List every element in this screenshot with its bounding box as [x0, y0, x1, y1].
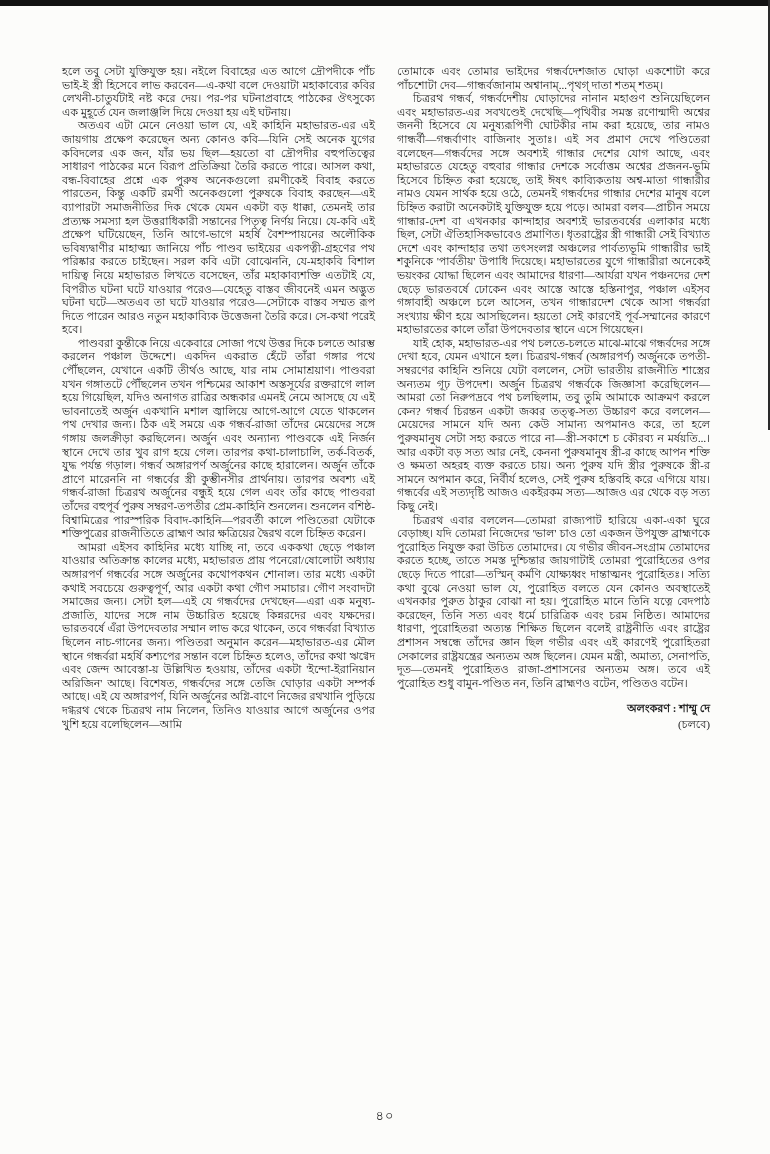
to-be-continued: (চলবে) — [677, 718, 710, 731]
paragraph: আমরা এইসব কাহিনির মধ্যে যাচ্ছি না, তবে এককথা ছেড়ে পঞ্চাল যাওয়ার অতিক্রান্ত কালের মধ্যে, মহাভারত প্রায় পনেরো/ষোলোটা অধ্যায় অঙ্গারপর্ণ গন্ধর্বের সঙ্গে অর্জুনের কথোপকথন শোনাল। তার মধ্যে একটা কথাই সবচেয়ে গুরুত্বপূর্ণ, আর একটা কথা গৌণ সমাচার। গৌণ সংবাদটা সমাজের জন্য। সেটা হল—এই যে গন্ধর্বদের দেখছেন—এরা এক মনুষ্য-প্রজাতি, যাদের সঙ্গে নাম উচ্চারিত হয়েছে কিন্নরদের এবং যক্ষদের। ভারতবর্ষে এঁরা উপদেবতার সম্মান লাভ করে থাকেন, তবে গন্ধর্বরা বিখ্যাত ছিলেন নাচ-গানের জন্য। পণ্ডিতরা অনুমান করেন—মহাভারত-এর মৌল স্থানে গন্ধর্বরা মহর্ষি কশ্যপের সন্তান বলে চিহ্নিত হলেও, তাঁদের কথা ঋগ্বেদ এবং জেন্দ আবেস্তা-য় উল্লিখিত হওয়ায়, তাঁদের একটা 'ইন্দো-ইরানিয়ান অরিজিন' আছে। বিশেষত, গন্ধর্বদের সঙ্গে তেজি ঘোড়ার একটা সম্পর্ক আছে। এই যে অঙ্গারপর্ণ, যিনি অর্জুনের অগ্নি-বাণে নিজের রথখানি পুড়িয়ে দগ্ধরথ থেকে চিত্ররথ নাম নিলেন, তিনিও যাওয়ার আগে অর্জুনের ওপর খুশি হয়ে বলেছিলেন—আমি — [62, 541, 375, 731]
page-number: ৪০ — [375, 1108, 395, 1123]
paragraph: চিত্ররথ গন্ধর্ব, গন্ধর্বদেশীয় ঘোড়াদের নানান মহাগুণ শুনিয়েছিলেন এবং মহাভারত-এর সবখণ্ডেই দেখেছি—পৃথিবীর সমস্ত রণোন্মাদী অশ্বের জননী হিসেবে যে মনুষ্যরূপিণী ঘোটকীর নাম করা হয়েছে, তার নামও গান্ধর্বী—গন্ধর্বাণাং বাজিনাং সুতাঃ। এই সব প্রমাণ দেখে পণ্ডিতেরা বলেছেন—গন্ধর্বদের সঙ্গে অবশ্যই গান্ধার দেশের যোগ আছে, এবং মহাভারতে যেহেতু বহুবার গান্ধার দেশকে সর্বোত্তম অশ্বের প্রজনন-ভূমি হিসেবে চিহ্নিত করা হয়েছে, তাই ঈষৎ কাব্যিকতায় অশ্ব-মাতা গান্ধারীর নামও যেমন সার্থক হয়ে ওঠে, তেমনই গন্ধর্বদের গান্ধার দেশের মানুষ বলে চিহ্নিত করাটা অনেকটাই যুক্তিযুক্ত হয়ে পড়ে। আমরা বলব—প্রাচীন সময়ে গান্ধার-দেশ বা এখনকার কান্দাহার অবশ্যই ভারতবর্ষের এলাকার মধ্যে ছিল, সেটা ঐতিহাসিকভাবেও প্রমাণিত। ধৃতরাষ্ট্রের স্ত্রী গান্ধারী সেই বিখ্যাত দেশে এবং কান্দাহার তথা তৎসংলগ্ন অঞ্চলের পার্বত্যভূমি গান্ধারীর ভাই শকুনিকে 'পার্বতীয়' উপাধি দিয়েছে। মহাভারতের যুগে গান্ধারীরা অনেকেই ভয়ংকর যোদ্ধা ছিলেন এবং আমাদের ধারণা—আর্যরা যখন পঞ্চনদের দেশ ছেড়ে ভারতবর্ষে ঢোকেন এবং আস্তে আস্তে হস্তিনাপুর, পঞ্চাল এইসব গঙ্গাবাহী অঞ্চলে চলে আসেন, তখন গান্ধারদেশ থেকে আসা গন্ধর্বরা সংখ্যায় ক্ষীণ হয়ে আসছিলেন। হয়তো সেই কারণেই পূর্ব-সম্মানের কারণে মহাভারতের কালে তাঁরা উপদেবতার স্থানে এসে গিয়েছেন। — [397, 93, 710, 337]
paragraph: অতএব এটা মেনে নেওয়া ভাল যে, এই কাহিনি মহাভারত-এর এই জায়গায় প্রক্ষেপ করেছেন অন্য কোনও কবি—যিনি সেই অনেক যুগের কবিদলের এক জন, যাঁর ভয় ছিল—হয়তো বা দ্রৌপদীর বহুপতিত্বের সাধারণ পাঠকের মনে বিরূপ প্রতিক্রিয়া তৈরি করতে পারে। আসল কথা, বন্ধ-বিবাহের প্রশ্নে এক পুরুষ অনেকগুলো রমণীকেই বিবাহ করতে পারতেন, কিন্তু একটি রমণী অনেকগুলো পুরুষকে বিবাহ করছেন—এই ব্যাপারটা সমাজনীতির দিক থেকে যেমন একটা বড় ধাক্কা, তেমনই তার প্রত্যক্ষ সমস্যা হল উত্তরাধিকারী সন্তানের পিতৃত্ব নির্ণয় নিয়ে। যে-কবি এই প্রক্ষেপ ঘটিয়েছেন, তিনি আগে-ভাগে মহর্ষি বৈশম্পায়নের অলৌকিক ভবিষ্যদ্বাণীর মাহাত্ম্য জানিয়ে পাঁচ পাণ্ডব ভাইয়ের একপত্নী-গ্রহণের পথ পরিষ্কার করতে চাইছেন। সরল কবি এটা বোঝেননি, যে-মহাকবি বিশাল দায়িত্ব নিয়ে মহাভারত লিখতে বসেছেন, তাঁর মহাকাব্যশক্তি এতটাই যে, বিপরীত ঘটনা ঘটে যাওয়ার পরেও—যেহেতু বাস্তব জীবনেই এমন অদ্ভুত ঘটনা ঘটে—অতএব তা ঘটে যাওয়ার পরেও—সেটাকে বাস্তব সম্মত রূপ দিতে পারেন আরও নতুন মহাকাব্যিক উত্তেজনা তৈরি করে। সে-কথা পরেই হবে। — [62, 120, 375, 337]
right-column — [397, 66, 710, 733]
paragraph: পাণ্ডবরা কুন্তীকে নিয়ে একেবারে সোজা পথে উত্তর দিকে চলতে আরম্ভ করলেন পঞ্চাল উদ্দেশে। একদিন একরাত হেঁটে তাঁরা গঙ্গার পথে পৌঁছলেন, যেখানে একটি তীর্থও আছে, যার নাম সোমাশ্রয়াণ। পাণ্ডবরা যখন গঙ্গাতটে পৌঁছলেন তখন পশ্চিমের আকাশ অস্তসূর্যের রক্তরাগে লাল হয়ে গিয়েছিল, যদিও অনাগত রাত্রির অন্ধকার এমনই নেমে আসছে যে এই ভাবনাতেই অর্জুন একখানি মশাল জ্বালিয়ে আগে-আগে যেতে থাকলেন পথ দেখার জন্য। ঠিক এই সময়ে এক গন্ধর্ব-রাজা তাঁদের মেয়েদের সঙ্গে গঙ্গায় জলক্রীড়া করছিলেন। অর্জুন এবং অন্যান্য পাণ্ডবকে এই নির্জন স্থানে দেখে তার খুব রাগ হয়ে গেল। তারপর কথা-চালাচালি, তর্ক-বিতর্ক, যুদ্ধ পর্যন্ত গড়াল। গন্ধর্ব অঙ্গারপর্ণ অর্জুনের কাছে হারালেন। অর্জুন তাঁকে প্রাণে মারেননি না গন্ধর্বের স্ত্রী কুম্ভীনসীর প্রার্থনায়। তারপর অবশ্য এই গন্ধর্ব-রাজা চিত্ররথ অর্জুনের বন্ধুই হয়ে গেল এবং তাঁর কাছে পাণ্ডবরা তাঁদের বহুপূর্ব পুরুষ সম্বরণ-তপতীর প্রেম-কাহিনি শুনলেন। শুনলেন বশিষ্ঠ-বিশ্বামিত্রের পারস্পরিক বিবাদ-কাহিনি—পরবর্তী কালে পণ্ডিতেরা যেটাকে শক্তিপুত্রের রাজনীতিতে ব্রাহ্মণ আর ক্ষত্রিয়ের দ্বৈরথ বলে চিহ্নিত করেন। — [62, 337, 375, 541]
scan-edge-top — [0, 0, 770, 6]
paragraph: যাই হোক, মহাভারত-এর পথ চলতে-চলতে মাঝে-মাঝে গন্ধর্বদের সঙ্গে দেখা হবে, যেমন এখানে হল। চিত্ররথ-গন্ধর্ব (অঙ্গারপর্ণ) অর্জুনকে তপতী-সম্বরণের কাহিনি শুনিয়ে যেটা বললেন, সেটা ভারতীয় রাজনীতি শাস্ত্রের অন্যতম গূঢ় উপদেশ। অর্জুন চিত্ররথ গন্ধর্বকে জিজ্ঞাসা করেছিলেন—আমরা তো নিরুপদ্রবে পথ চলছিলাম, তবু তুমি আমাকে আক্রমণ করলে কেন? গন্ধর্ব চিরন্তন একটা জব্বর তত্ত্ব-সত্য উচ্চারণ করে বললেন—মেয়েদের সামনে যদি অন্য কেউ সামান্য অপমানও করে, তা হলে পুরুষমানুষ সেটা সহ্য করতে পারে না—স্ত্রী-সকাশে চ কৌরব্য ন মর্ষয়তি...। আর একটা বড় সত্য আর নেই, কেননা পুরুষমানুষ স্ত্রী-র কাছে আপন শক্তি ও ক্ষমতা অহরহ ব্যক্ত করতে চায়। অন্য পুরুষ যদি স্ত্রীর পুরুষকে স্ত্রী-র সামনে অপমান করে, নির্বীর্য হলেও, সেই পুরুষ হস্তিবহি করে এগিয়ে যায়। গন্ধর্বের এই সত্যদৃষ্টি আজও একইরকম সত্য—আজও এর থেকে বড় সত্য কিছু নেই। — [397, 337, 710, 513]
paragraph: চিত্ররথ এবার বললেন—তোমরা রাজ্যপাট হারিয়ে একা-একা ঘুরে বেড়াচ্ছ। যদি তোমরা নিজেদের 'ভাল' চাও তো একজন উপযুক্ত ব্রাহ্মণকে পুরোহিত নিযুক্ত করা উচিত তোমাদের। যে গভীর জীবন-সংগ্রাম তোমাদের করতে হচ্ছে, তাতে সমস্ত দুশ্চিন্তার জায়গাটাই তোমরা পুরোহিতের ওপর ছেড়ে দিতে পারো—তস্মিন্ কর্মণি যোক্ষ্যধ্বং দান্তাত্মনং পুরোহিতঃ। সত্যি কথা বুঝে নেওয়া ভাল যে, পুরোহিত বলতে যেন কোনও অবস্থাতেই এখনকার পুরুত ঠাকুর বোঝা না হয়। পুরোহিত মানে তিনি যত্নে বেদপাঠ করেছেন, তিনি সত্য এবং ধর্মে চারিত্রিক এবং চরম নিষ্ঠিত। আমাদের ধারণা, পুরোহিতরা অত্যন্ত শিক্ষিত ছিলেন বলেই রাষ্ট্রনীতি এবং রাষ্ট্রের প্রশাসন সম্বন্ধে তাঁদের জ্ঞান ছিল গভীর এবং এই কারণেই পুরোহিতরা সেকালের রাষ্ট্রযন্ত্রের অন্যতম অঙ্গ ছিলেন। যেমন মন্ত্রী, অমাত্য, সেনাপতি, দূত—তেমনই পুরোহিতও রাজা-প্রশাসনের অন্যতম অঙ্গ। তবে এই পুরোহিত শুধু বামুন-পণ্ডিত নন, তিনি ব্রাহ্মণও বটেন, পণ্ডিতও বটেন। — [397, 514, 710, 690]
paragraph: হলে তবু সেটা যুক্তিযুক্ত হয়। নইলে বিবাহের এত আগে দ্রৌপদীকে পাঁচ ভাই-ই স্ত্রী হিসেবে লাভ করবেন—এ-কথা বলে দেওয়াটা মহাকাব্যের কবির লেখনী-চাতুর্যটাই নষ্ট করে দেয়। পর-পর ঘটনাপ্রবাহে পাঠকের ঔৎসুক্যে এক মুহূর্তে যেন জলাঞ্জলি দিয়ে দেওয়া হয় এই ঘটনায়। — [62, 66, 375, 119]
paragraph: তোমাকে এবং তোমার ভাইদের গন্ধর্বদেশজাত ঘোড়া একশোটা করে পাঁচশোটা দেব—গান্ধর্বজানাম অশ্বানাম্...পৃথগ্ দাতা শতম্ শতম্। — [397, 66, 710, 92]
left-column — [62, 66, 375, 733]
illustration-credit: অলংকরণ : শাম্মু দে — [627, 703, 710, 716]
